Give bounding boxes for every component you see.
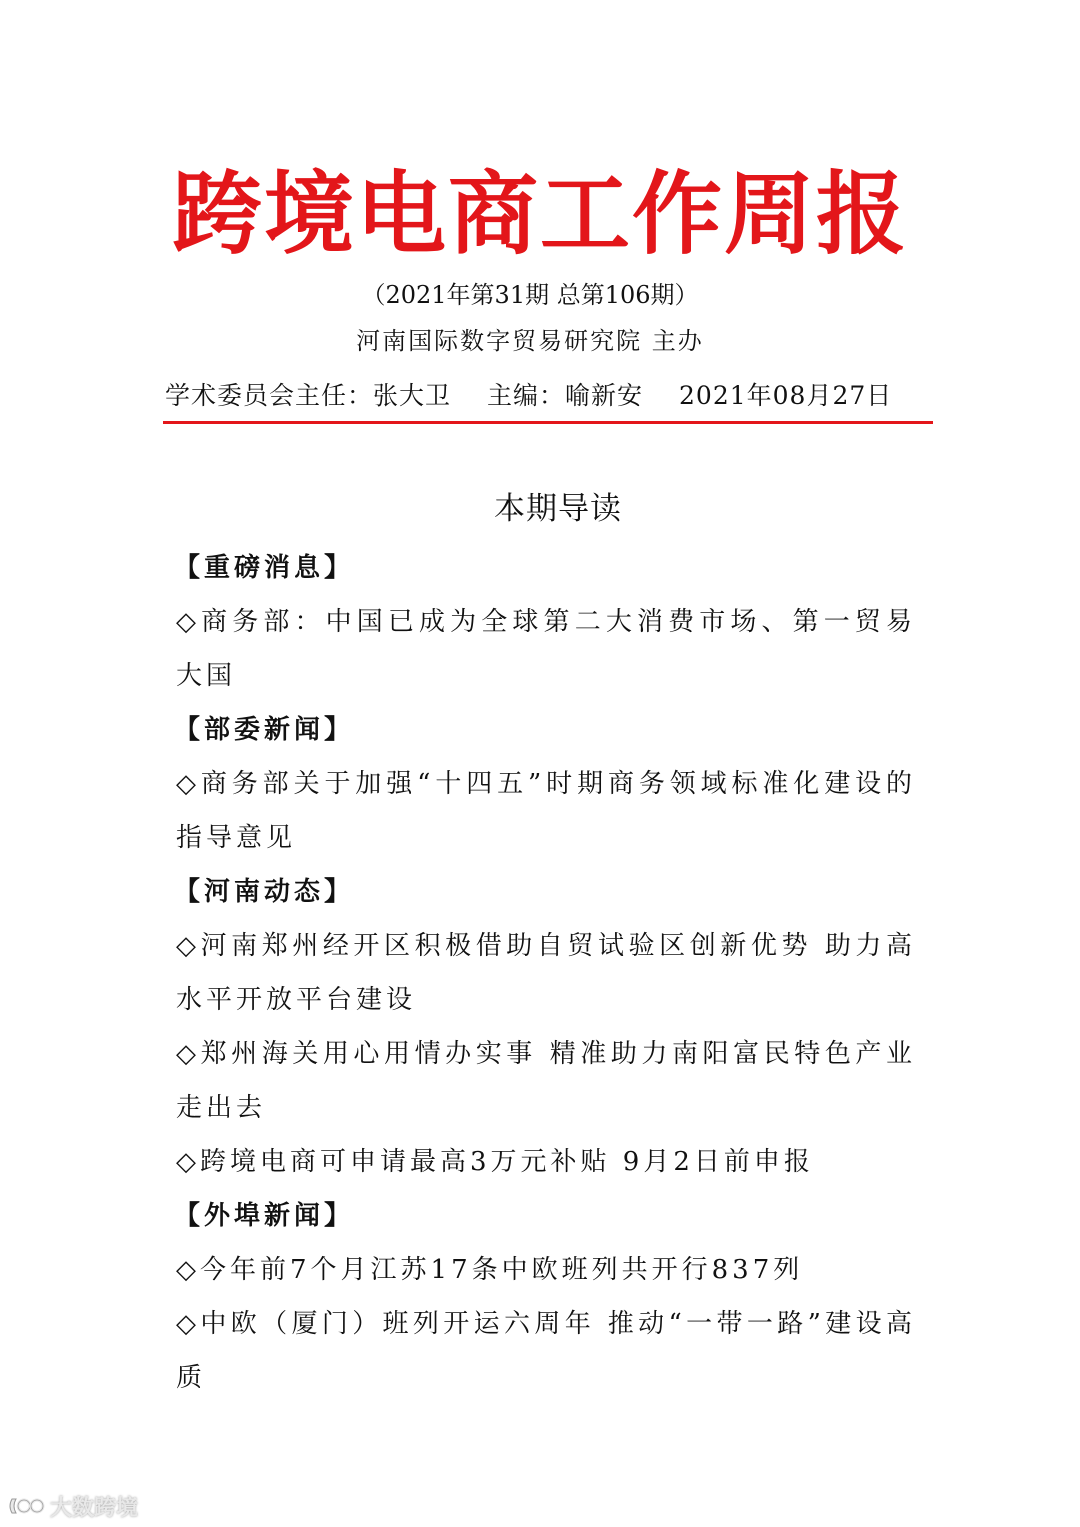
toc-title: 本期导读 [494, 491, 622, 527]
section-heading-ministry: 【部委新闻】 [174, 715, 355, 745]
section-heading-headline: 【重磅消息】 [174, 553, 355, 583]
section-heading-henan: 【河南动态】 [174, 877, 355, 907]
table-of-contents [176, 541, 916, 1405]
watermark [6, 1490, 138, 1522]
toc-item[interactable]: ◇跨境电商可申请最高3万元补贴 9月2日前申报 [176, 1147, 814, 1177]
section-heading-other-regions: 【外埠新闻】 [174, 1201, 355, 1231]
toc-item[interactable]: ◇商务部关于加强“十四五”时期商务领域标准化建设的指导意见 [176, 769, 916, 853]
publish-date: 2021年08月27日 [679, 381, 893, 410]
toc-item[interactable]: ◇今年前7个月江苏17条中欧班列共开行837列 [176, 1255, 804, 1285]
newsletter-title: 跨境电商工作周报 [172, 162, 908, 267]
issue-number: （2021年第31期 总第106期） [361, 281, 699, 309]
toc-item[interactable]: ◇商务部：中国已成为全球第二大消费市场、第一贸易大国 [176, 607, 916, 691]
toc-item[interactable]: ◇中欧（厦门）班列开运六周年 推动“一带一路”建设高质 [176, 1309, 916, 1393]
chief-editor: 主编：喻新安 [487, 381, 644, 410]
editor-line [165, 378, 935, 414]
toc-item[interactable]: ◇河南郑州经开区积极借助自贸试验区创新优势 助力高水平开放平台建设 [176, 931, 916, 1015]
toc-item[interactable]: ◇郑州海关用心用情办实事 精准助力南阳富民特色产业走出去 [176, 1039, 916, 1123]
sponsor-line: 河南国际数字贸易研究院 主办 [356, 327, 704, 355]
committee-director: 学术委员会主任：张大卫 [165, 381, 452, 410]
watermark-text: 大数跨境 [50, 1495, 139, 1521]
logo-icon [6, 1493, 46, 1519]
header-divider [163, 421, 933, 424]
